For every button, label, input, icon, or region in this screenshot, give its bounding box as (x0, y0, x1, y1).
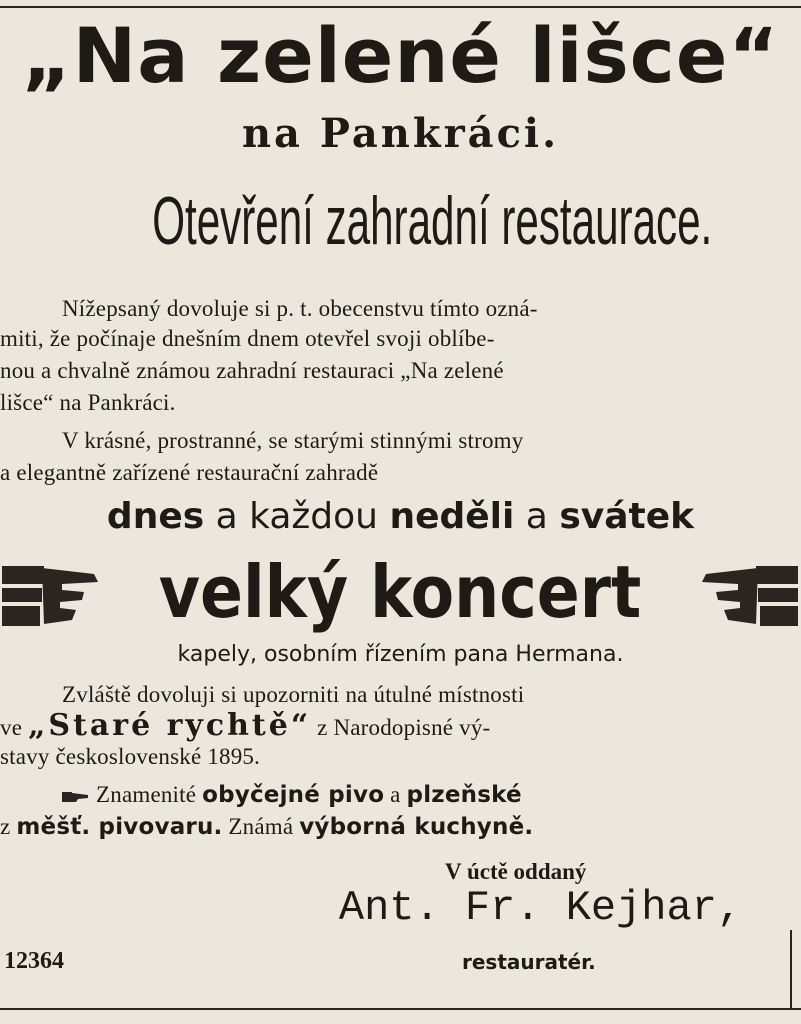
headline: Otevření zahradní restaurace. (152, 183, 713, 259)
concert-title: velký koncert (158, 550, 642, 634)
beer-text-4: Známá (222, 814, 300, 839)
concert-subtitle: kapely, osobním řízením pana Hermana. (177, 642, 624, 667)
notice-line-3: stavy československé 1895. (0, 744, 261, 769)
intro-line-4: lišce“ na Pankráci. (0, 390, 176, 415)
schedule-text-2: a (514, 496, 560, 537)
beer-line-1 (62, 780, 522, 810)
beer-obycejne: obyčejné pivo (202, 782, 385, 808)
title: „Na zelené lišce“ (21, 11, 780, 100)
beer-text-3: z (0, 814, 17, 839)
beer-plzenske: plzeňské (406, 782, 522, 808)
beer-kitchen: výborná kuchyně. (299, 814, 534, 840)
intro-line-1: Nížepsaný dovoluje si p. t. obecenstvu tímto ozná- (62, 296, 538, 321)
schedule-word-nedeli: neděli (389, 496, 515, 537)
schedule-word-svatek: svátek (559, 496, 695, 537)
subtitle: na Pankráci. (241, 110, 560, 157)
beer-line-2 (0, 812, 533, 842)
schedule-word-dnes: dnes (106, 496, 205, 537)
pointing-hand-small-icon (62, 789, 90, 805)
garden-line-2: a elegantně zařízené restaurační zahradě (0, 460, 379, 485)
intro-line-3: nou a chvalně známou zahradní restauraci „Na zelené (0, 358, 504, 383)
beer-text-2: a (384, 782, 407, 807)
stare-rychte-title: „Staré rychtě“ (28, 708, 312, 743)
signature-role: restauratér. (462, 950, 596, 974)
bottom-rule (0, 1008, 801, 1010)
ad-number: 12364 (4, 948, 64, 974)
pointing-hand-right-icon (2, 560, 100, 632)
beer-text-1: Znamenité (96, 782, 203, 807)
pointing-hand-left-icon (700, 560, 798, 632)
notice-line-2-pre: ve (0, 715, 29, 740)
beer-brewery: měšť. pivovaru. (16, 814, 223, 840)
schedule-text-1: a každou (204, 496, 390, 537)
right-rule (790, 930, 792, 1008)
notice-line-1: Zvláště dovoluji si upozorniti na útulné místnosti (62, 682, 525, 707)
notice-line-2-post: z Narodopisné vý- (311, 715, 491, 740)
garden-line-1: V krásné, prostranné, se starými stinnými stromy (62, 428, 524, 453)
signature-name: Ant. Fr. Kejhar, (338, 884, 743, 932)
schedule-line (0, 492, 801, 542)
intro-line-2: miti, že počínaje dnešním dnem otevřel svoji oblíbe- (0, 326, 495, 351)
notice-line-2 (0, 708, 490, 746)
closing-regards: V úctě oddaný (445, 859, 587, 884)
